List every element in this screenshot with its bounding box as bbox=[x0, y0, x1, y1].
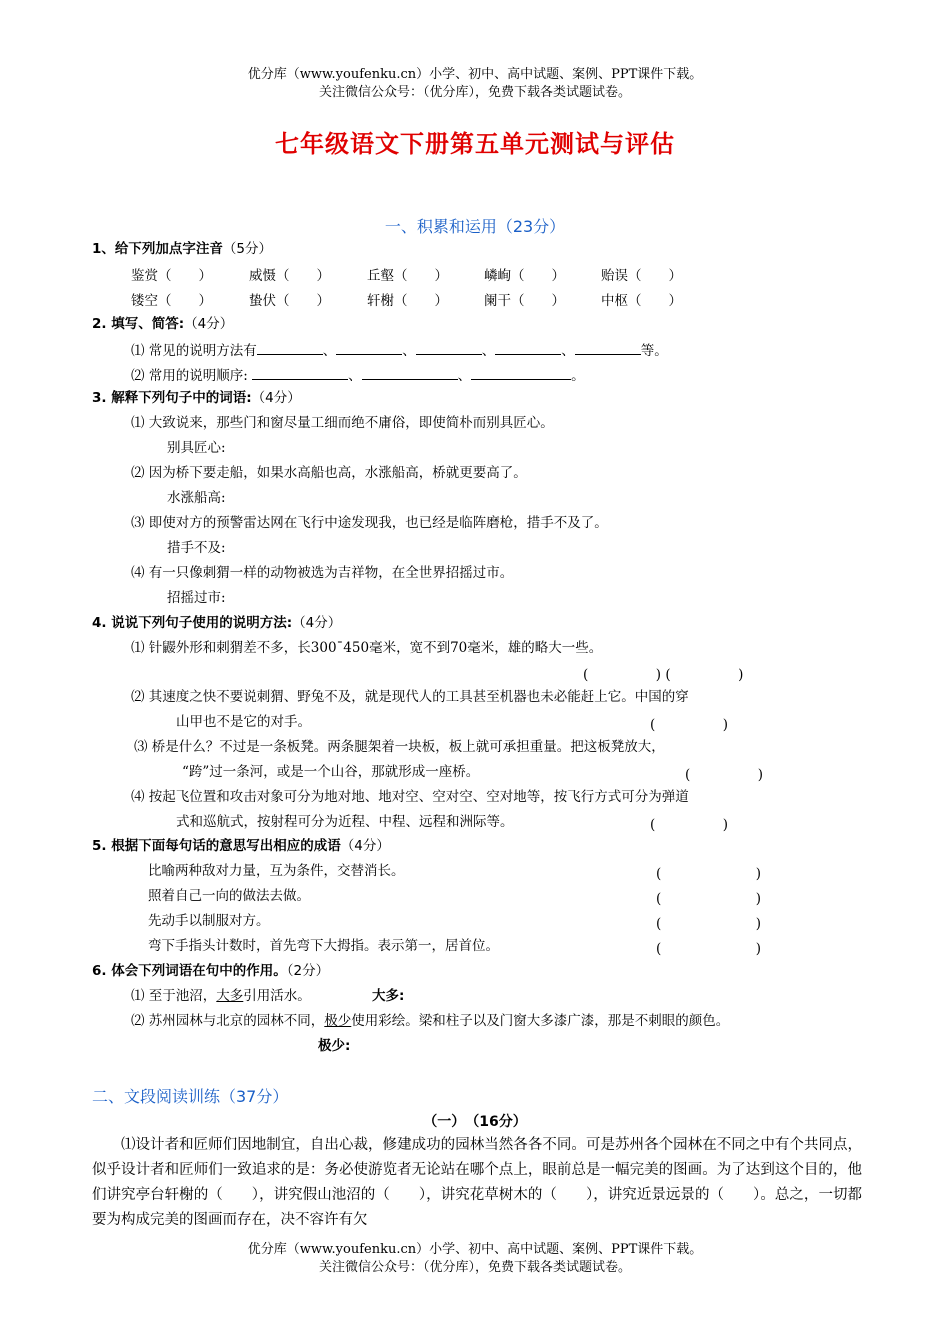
q6-s2-post: 使用彩绘。梁和柱子以及门窗大多漆广漆，那是不刺眼的颜色。 bbox=[351, 1013, 730, 1029]
q2-heading bbox=[92, 315, 233, 333]
q4-answer-paren[interactable]: ( ) bbox=[650, 817, 729, 833]
answer-blank[interactable] bbox=[495, 340, 561, 355]
q4-sentence-2a: ⑵ 其速度之快不要说刺猬、野兔不及，就是现代人的工具甚至机器也未必能赶上它。中国的穿 bbox=[131, 689, 689, 705]
q4-answer-paren[interactable]: ( ) bbox=[685, 767, 764, 783]
q6-points: （2分） bbox=[286, 963, 330, 979]
q1-item: 蛰伏（ ） bbox=[249, 293, 330, 309]
q3-word: 招摇过市: bbox=[167, 590, 226, 606]
q1-heading bbox=[92, 240, 272, 258]
q1-points: （5分） bbox=[222, 241, 272, 257]
q4-sentence-4a: ⑷ 按起飞位置和攻击对象可分为地对地、地对空、空对空、空对地等，按飞行方式可分为弹道 bbox=[131, 789, 689, 805]
passage-subtitle: （一） （16分） bbox=[423, 1114, 527, 1130]
q3-heading bbox=[92, 389, 301, 407]
q6-s2-answer-label: 极少: bbox=[318, 1038, 351, 1054]
q3-word: 别具匠心: bbox=[167, 440, 226, 456]
separator: 、 bbox=[348, 368, 362, 384]
q6-heading bbox=[92, 962, 329, 980]
q1-item: 嶙峋（ ） bbox=[484, 268, 565, 284]
q4-sentence-3a: ⑶ 桥是什么？不过是一条板凳。两条腿架着一块板，板上就可承担重量。把这板凳放大， bbox=[134, 739, 665, 755]
answer-blank[interactable] bbox=[252, 365, 348, 380]
separator: 、 bbox=[481, 343, 496, 359]
q6-s1-word: 大多 bbox=[216, 988, 244, 1004]
q2-l1-suffix: 等。 bbox=[640, 343, 668, 359]
q6-s1-answer-label: 大多: bbox=[372, 988, 405, 1004]
q5-answer-paren[interactable]: ( ) bbox=[656, 866, 762, 882]
q4-points: （4分） bbox=[292, 615, 342, 631]
q3-sentence: ⑵ 因为桥下要走船，如果水高船也高，水涨船高，桥就更要高了。 bbox=[131, 465, 527, 481]
q2-l2-suffix: 。 bbox=[571, 368, 585, 384]
q6-s1-pre: ⑴ 至于池沼， bbox=[131, 988, 217, 1004]
q5-answer-paren[interactable]: ( ) bbox=[656, 891, 762, 907]
page-title: 七年级语文下册第五单元测试与评估 bbox=[275, 130, 675, 158]
q2-label: 2. 填写、简答: bbox=[92, 316, 185, 332]
q5-item: 先动手以制服对方。 bbox=[148, 913, 270, 929]
q6-s2-pre: ⑵ 苏州园林与北京的园林不同， bbox=[131, 1013, 325, 1029]
q1-item: 鉴赏（ ） bbox=[131, 268, 212, 284]
q3-sentence: ⑴ 大致说来，那些门和窗尽量工细而绝不庸俗，即使简朴而别具匠心。 bbox=[131, 415, 554, 431]
separator: 、 bbox=[322, 343, 337, 359]
q5-item: 弯下手指头计数时，首先弯下大拇指。表示第一，居首位。 bbox=[148, 938, 499, 954]
q1-item: 威慑（ ） bbox=[249, 268, 330, 284]
q2-line-2 bbox=[131, 365, 585, 385]
q5-points: （4分） bbox=[340, 838, 390, 854]
q2-l1-prefix: ⑴ 常见的说明方法有 bbox=[131, 343, 257, 359]
q2-points: （4分） bbox=[184, 316, 234, 332]
q5-item: 比喻两种敌对力量，互为条件，交替消长。 bbox=[148, 863, 405, 879]
separator: 、 bbox=[457, 368, 472, 384]
q4-answer-paren[interactable]: ( ) ( ) bbox=[583, 667, 744, 683]
q4-answer-paren[interactable]: ( ) bbox=[650, 717, 729, 733]
q3-points: （4分） bbox=[251, 390, 301, 406]
q4-heading bbox=[92, 614, 341, 632]
q3-label: 3. 解释下列句子中的词语: bbox=[92, 390, 252, 406]
answer-blank[interactable] bbox=[336, 340, 402, 355]
q6-s1-post: 引用活水。 bbox=[243, 988, 311, 1004]
answer-blank[interactable] bbox=[471, 365, 571, 380]
header-line-2: 关注微信公众号：（优分库），免费下载各类试题试卷。 bbox=[318, 85, 631, 100]
separator: 、 bbox=[561, 343, 575, 359]
q6-sentence-2 bbox=[131, 1012, 729, 1030]
answer-blank[interactable] bbox=[575, 340, 641, 355]
q4-sentence-2b: 山甲也不是它的对手。 bbox=[176, 714, 311, 730]
q3-sentence: ⑷ 有一只像刺猬一样的动物被选为吉祥物，在全世界招摇过市。 bbox=[131, 565, 514, 581]
q5-label: 5. 根据下面每句话的意思写出相应的成语 bbox=[92, 838, 341, 854]
answer-blank[interactable] bbox=[362, 365, 458, 380]
q4-sentence-4b: 式和巡航式，按射程可分为近程、中程、远程和洲际等。 bbox=[176, 814, 514, 830]
header-line-1: 优分库（www.youfenku.cn）小学、初中、高中试题、案例、PPT课件下载。 bbox=[247, 67, 703, 82]
q3-sentence: ⑶ 即使对方的预警雷达网在飞行中途发现我，也已经是临阵磨枪，措手不及了。 bbox=[131, 515, 608, 531]
q1-label: 1、给下列加点字注音 bbox=[92, 241, 223, 257]
q1-item: 中枢（ ） bbox=[601, 293, 682, 309]
q5-answer-paren[interactable]: ( ) bbox=[656, 916, 762, 932]
q5-item: 照着自己一向的做法去做。 bbox=[148, 888, 310, 904]
q2-line-1 bbox=[131, 340, 668, 360]
footer-line-2: 关注微信公众号：（优分库），免费下载各类试题试卷。 bbox=[318, 1260, 631, 1275]
q6-label: 6. 体会下列词语在句中的作用。 bbox=[92, 963, 287, 979]
q2-l2-prefix: ⑵ 常用的说明顺序: bbox=[131, 368, 248, 384]
q1-item: 轩榭（ ） bbox=[367, 293, 448, 309]
answer-blank[interactable] bbox=[257, 340, 323, 355]
q6-sentence-1 bbox=[131, 987, 311, 1005]
q1-item: 贻误（ ） bbox=[601, 268, 682, 284]
q3-word: 水涨船高: bbox=[167, 490, 226, 506]
separator: 、 bbox=[402, 343, 416, 359]
reading-passage: ⑴设计者和匠师们因地制宜，自出心裁，修建成功的园林当然各各不同。可是苏州各个园林在不同之中有个共同点，似乎设计者和匠师们一致追求的是：务必使游览者无论站在哪个点上，眼前总是一幅完美的图画。为了达到这个目的，他们讲究亭台轩榭的（ ），讲究假山池沼的（ ），讲究花草树木的（ ），讲究近景远景的（ ）。总之，一切都要为构成完美的图画而存在，决不容许有欠 bbox=[92, 1137, 862, 1228]
q3-word: 措手不及: bbox=[167, 540, 226, 556]
section-1-title: 一、积累和运用（23分） bbox=[384, 217, 566, 236]
q4-sentence-3b: “跨”过一条河，或是一个山谷，那就形成一座桥。 bbox=[182, 764, 480, 780]
q4-label: 4. 说说下列句子使用的说明方法: bbox=[92, 615, 293, 631]
q5-answer-paren[interactable]: ( ) bbox=[656, 941, 762, 957]
q4-sentence-1: ⑴ 针鼹外形和刺猬差不多，长300ˉ450毫米，宽不到70毫米，雄的略大一些。 bbox=[131, 640, 603, 656]
q1-item: 丘壑（ ） bbox=[367, 268, 448, 284]
answer-blank[interactable] bbox=[416, 340, 482, 355]
q1-item: 阑干（ ） bbox=[484, 293, 565, 309]
q5-heading bbox=[92, 837, 390, 855]
q6-s2-word: 极少 bbox=[324, 1013, 352, 1029]
footer-line-1: 优分库（www.youfenku.cn）小学、初中、高中试题、案例、PPT课件下载。 bbox=[247, 1242, 703, 1257]
q1-item: 镂空（ ） bbox=[131, 293, 212, 309]
section-2-title: 二、文段阅读训练（37分） bbox=[92, 1087, 289, 1106]
